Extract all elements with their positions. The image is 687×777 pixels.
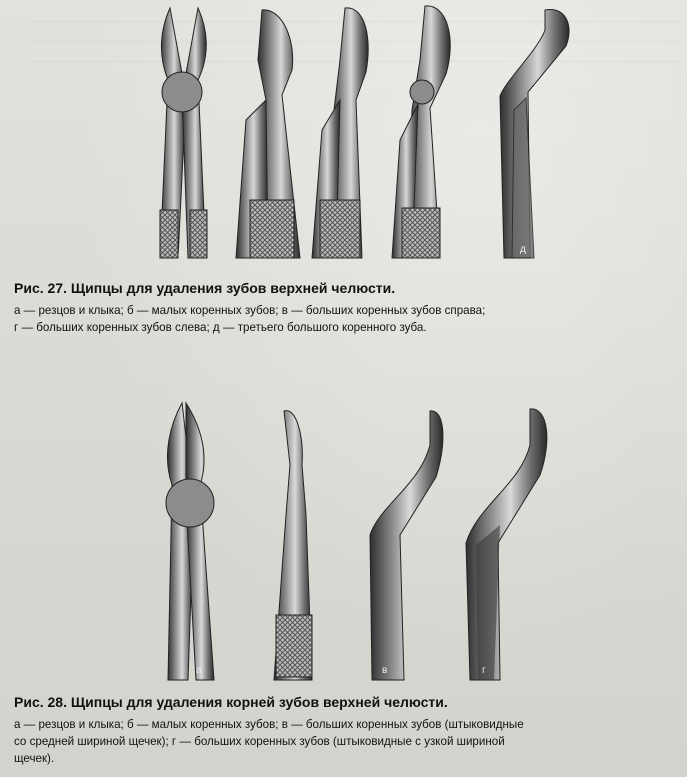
figure-27-illustration (0, 0, 687, 270)
figure-27-legend (14, 302, 684, 336)
figure-27-caption: Рис. 27. Щипцы для удаления зубов верхней челюсти. (14, 280, 396, 296)
figure-27-legend-line-2: г — больших коренных зубов слева; д — третьего большого коренного зуба. (14, 321, 427, 334)
figure-27-letter-d: д (520, 244, 526, 255)
figure-28-legend-line-1: а — резцов и клыка; б — малых коренных зубов; в — больших коренных зубов (штыковидные (14, 718, 524, 731)
figure-28-letter-v: в (382, 665, 388, 676)
figure-28-caption: Рис. 28. Щипцы для удаления корней зубов верхней челюсти. (14, 694, 448, 710)
figure-28-legend-line-3: щечек). (14, 752, 55, 765)
forceps-28c (370, 411, 443, 680)
figure-28-legend-line-2: со средней шириной щечек); г — больших коренных зубов (штыковидные с узкой шириной (14, 735, 505, 748)
forceps-28a (166, 403, 214, 680)
figure-28-forceps-drawing (0, 395, 687, 690)
figure-27-legend-line-1: а — резцов и клыка; б — малых коренных зубов; в — больших коренных зубов справа; (14, 304, 486, 317)
forceps-28d (466, 409, 547, 680)
forceps-28b (274, 411, 312, 680)
figure-28-letter-a: а (196, 665, 202, 676)
figure-27-letter-a: а (178, 248, 184, 259)
figure-28-letter-g: г (482, 665, 486, 676)
figure-27-forceps-drawing (0, 0, 687, 270)
figure-28-illustration (0, 395, 687, 690)
figure-28-legend (14, 716, 684, 767)
